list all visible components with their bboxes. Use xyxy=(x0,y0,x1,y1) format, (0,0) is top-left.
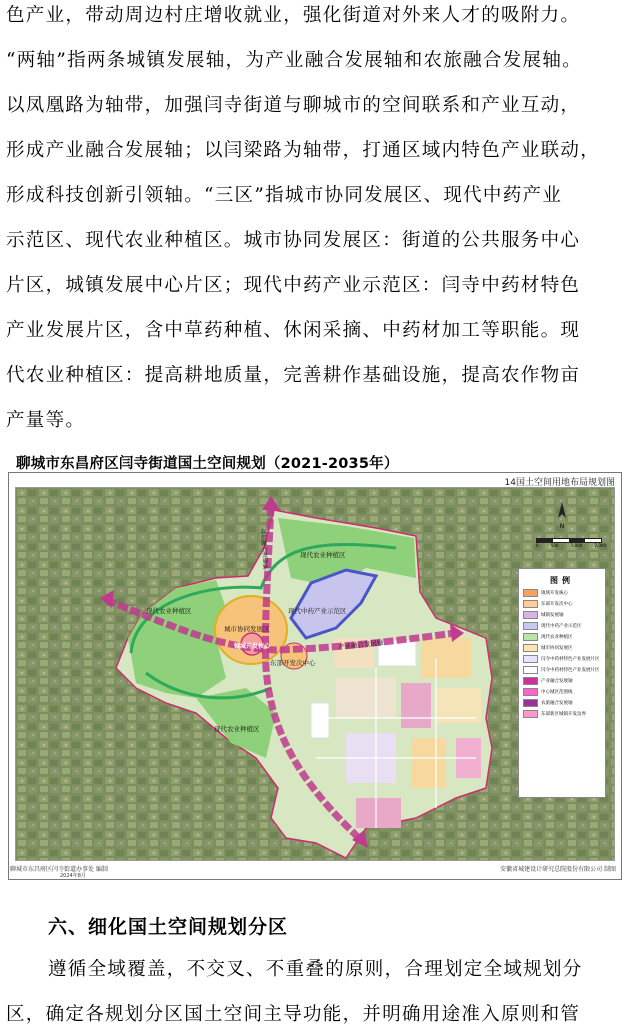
legend-swatch xyxy=(523,688,538,696)
map-subtitle: 14国土空间用地布局规划图 xyxy=(504,478,615,488)
svg-text:N: N xyxy=(559,523,565,530)
legend-swatch xyxy=(523,622,538,630)
text-line: 片区，城镇发展中心片区；现代中药产业示范区：闫寺中药材特色 xyxy=(6,275,581,296)
text-line: 产业发展片区，含中草药种植、休闲采摘、中药材加工等职能。现 xyxy=(6,320,581,341)
legend-label: 闫寺中药材特色产业发展片区 xyxy=(541,656,600,662)
label-modern-agri-north: 现代农业种植区 xyxy=(300,551,346,559)
text-line: 遵循全域覆盖，不交叉、不重叠的原则，合理划定全域规划分 xyxy=(48,959,583,980)
label-modern-agri-west: 现代农业种植区 xyxy=(146,607,192,615)
legend-label: 产业融合发展轴 xyxy=(541,678,573,684)
map-canvas xyxy=(15,487,615,861)
legend-swatch xyxy=(523,633,538,641)
scale-bar xyxy=(536,538,606,552)
text-line: 以凤凰路为轴带，加强闫寺街道与聊城市的空间联系和产业互动， xyxy=(6,95,581,116)
legend-title: 图例 xyxy=(550,576,574,585)
legend-swatch xyxy=(523,600,538,608)
legend-label: 中心城区范围线 xyxy=(541,689,573,695)
legend-item xyxy=(523,632,601,641)
text-line: 产量等。 xyxy=(6,410,86,431)
planning-map xyxy=(8,472,622,880)
compass-icon xyxy=(552,500,572,530)
legend-item xyxy=(523,676,601,685)
label-agri-tourism-axis: 农旅融合发展轴 xyxy=(258,527,269,571)
map-footer-right: 安徽省城建设计研究总院股份有限公司 制图 xyxy=(500,866,616,873)
legend-swatch xyxy=(523,699,538,707)
map-footer-left: 聊城市东昌府区闫寺街道办事处 编制 xyxy=(10,866,108,873)
legend-label: 现代中药产业示范区 xyxy=(541,623,582,629)
legend-swatch xyxy=(523,589,538,597)
legend-item xyxy=(523,709,601,718)
label-city-collab: 城市协同发展区 xyxy=(224,625,270,633)
scale-tick: 500 xyxy=(550,543,559,548)
label-modern-agri-south: 现代农业种植区 xyxy=(214,725,260,733)
text-line: 形成科技创新引领轴。“三区”指城市协同发展区、现代中药产业 xyxy=(6,185,563,206)
label-core: 镇域开发核心 xyxy=(234,643,271,650)
text-line: 色产业，带动周边村庄增收就业，强化街道对外来人才的吸附力。 xyxy=(6,5,581,26)
legend-label: 闫寺中药材特色产业发展片区 xyxy=(541,667,600,673)
legend-item xyxy=(523,665,601,674)
legend-item xyxy=(523,643,601,652)
legend-swatch xyxy=(523,710,538,718)
legend-swatch xyxy=(523,666,538,674)
label-tcm-zone: 现代中药产业示范区 xyxy=(288,607,347,615)
legend-item xyxy=(523,599,601,608)
legend-item xyxy=(523,621,601,630)
map-footer-date: 2024年8月 xyxy=(60,873,86,879)
map-title: 聊城市东昌府区闫寺街道国土空间规划（2021-2035年） xyxy=(16,456,399,472)
text-line: 代农业种植区：提高耕地质量，完善耕作基础设施，提高农作物亩 xyxy=(6,365,581,386)
text-line: 形成产业融合发展轴；以闫梁路为轴带，打通区域内特色产业联动， xyxy=(6,140,601,161)
text-line: “两轴”指两条城镇发展轴，为产业融合发展轴和农旅融合发展轴。 xyxy=(6,50,582,71)
legend-item xyxy=(523,588,601,597)
legend-label: 东部新区城镇开发边界 xyxy=(541,711,586,717)
scale-tick: 2,000 xyxy=(594,543,606,548)
legend-swatch xyxy=(523,677,538,685)
section-heading: 六、细化国土空间规划分区 xyxy=(48,916,289,938)
legend-label: 镇域开发核心 xyxy=(541,590,568,596)
legend-swatch xyxy=(523,611,538,619)
legend-label: 农旅融合发展轴 xyxy=(541,700,573,706)
legend-list xyxy=(519,588,605,718)
legend-label: 现代农业种植区 xyxy=(541,634,573,640)
scale-tick: 1,000 xyxy=(570,543,583,548)
scale-tick: 0 xyxy=(536,543,539,548)
legend-item xyxy=(523,610,601,619)
legend-label: 城市协同发展区 xyxy=(541,645,573,651)
text-line: 示范区、现代农业种植区。城市协同发展区：街道的公共服务中心 xyxy=(6,230,581,251)
legend-swatch xyxy=(523,655,538,663)
legend-item xyxy=(523,687,601,696)
legend-label: 东部开发次中心 xyxy=(541,601,573,607)
legend-label: 城镇发展轴 xyxy=(541,612,564,618)
legend-item xyxy=(523,654,601,663)
legend-swatch xyxy=(523,644,538,652)
map-legend xyxy=(518,568,606,798)
label-industry-axis: 产业融合发展轴 xyxy=(337,638,384,652)
legend-item xyxy=(523,698,601,707)
text-line: 区，确定各规划分区国土空间主导功能，并明确用途准入原则和管 xyxy=(6,1004,581,1025)
label-east-subcenter: 东部开发次中心 xyxy=(270,659,316,667)
